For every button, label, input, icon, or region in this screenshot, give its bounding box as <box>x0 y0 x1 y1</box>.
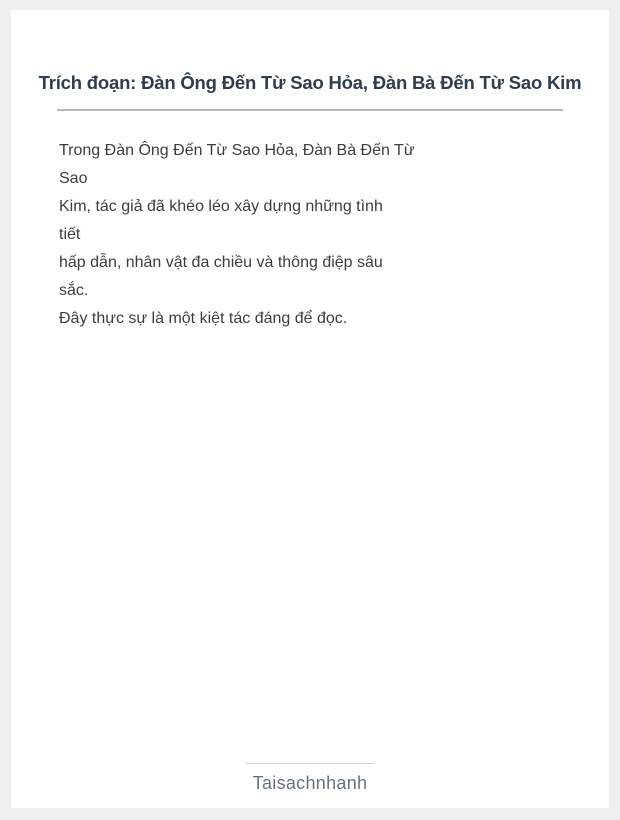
content-card <box>11 10 609 808</box>
excerpt-body <box>11 137 609 333</box>
excerpt-line: Đây thực sự là một kiệt tác đáng để đọc. <box>59 310 348 328</box>
header <box>11 10 609 111</box>
excerpt-line: sắc. <box>59 282 89 300</box>
page-title: Trích đoạn: Đàn Ông Đến Từ Sao Hỏa, Đàn Bà Đến Từ Sao Kim <box>38 72 582 93</box>
excerpt-line: tiết <box>59 226 81 244</box>
title-divider <box>57 109 563 111</box>
excerpt-line: hấp dẫn, nhân vật đa chiều và thông điệp sâu <box>59 254 383 272</box>
excerpt-line: Sao <box>59 170 88 188</box>
footer <box>11 763 609 794</box>
excerpt-line: Trong Đàn Ông Đến Từ Sao Hỏa, Đàn Bà Đến Từ <box>59 142 415 160</box>
footer-divider <box>246 763 374 764</box>
excerpt-line: Kim, tác giả đã khéo léo xây dựng những tình <box>59 198 383 216</box>
brand-name: Taisachnhanh <box>252 773 368 793</box>
